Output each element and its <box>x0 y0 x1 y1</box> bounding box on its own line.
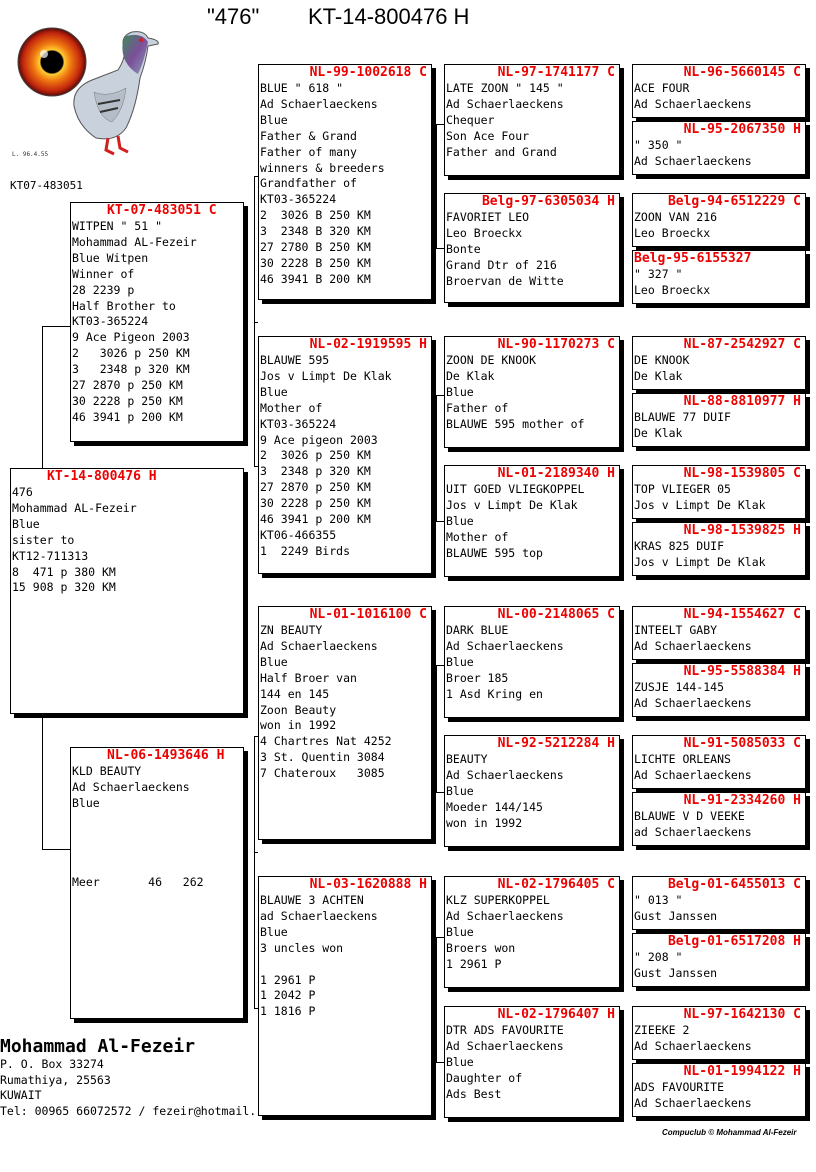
pedigree-text-line: 4 Chartres Nat 4252 <box>260 734 392 749</box>
pedigree-text-line: Blue <box>260 654 288 669</box>
pedigree-text-line: Ads Best <box>446 1086 502 1101</box>
ring-number: NL-01-1016100 C <box>309 607 427 622</box>
pedigree-text-line: ZN BEAUTY <box>260 623 323 637</box>
pedigree-card-gen4-12[interactable] <box>632 792 806 846</box>
pedigree-text-line: Blue <box>446 654 474 669</box>
pedigree-text-line: Jos v Limpt De Klak <box>634 554 766 569</box>
pedigree-text-line: 3 2348 p 320 KM <box>260 464 371 479</box>
pedigree-text-line: DTR ADS FAVOURITE <box>446 1023 564 1037</box>
pedigree-text-line: 144 en 145 <box>260 686 330 701</box>
ring-number: NL-90-1170273 C <box>497 337 615 352</box>
pedigree-text-line: 1 2961 P <box>260 972 316 987</box>
pedigree-text-line: 30 2228 p 250 KM <box>260 496 371 511</box>
pigeon-name-title: "476" <box>207 4 260 29</box>
pedigree-text-line: 1 1816 P <box>260 1004 316 1019</box>
pedigree-card-gen4-2[interactable] <box>632 121 806 175</box>
pedigree-text-line: Zoon Beauty <box>260 702 337 717</box>
pedigree-text-line: Leo Broeckx <box>634 225 711 240</box>
pedigree-text-line: 1 2042 P <box>260 988 316 1003</box>
pedigree-text-line <box>71 859 243 875</box>
pedigree-text-line: Mother of <box>446 529 509 544</box>
pedigree-card-gen3-3[interactable] <box>444 336 620 448</box>
pedigree-card-dam-sire[interactable] <box>258 606 432 840</box>
pedigree-text-line: Grand Dtr of 216 <box>446 257 557 272</box>
pedigree-text-line: KLD BEAUTY <box>72 764 142 778</box>
pedigree-text-line: BLUE " 618 " <box>260 81 344 95</box>
pedigree-text-line: Father of <box>446 400 509 415</box>
pedigree-text-line: KT03-365224 <box>72 314 149 329</box>
pedigree-card-gen4-3[interactable] <box>632 193 806 247</box>
pigeon-ring-title: KT-14-800476 H <box>308 4 470 29</box>
pedigree-text-line: Blue <box>12 516 40 531</box>
ring-number: NL-94-1554627 C <box>683 607 801 622</box>
pedigree-text-line: ZOON DE KNOOK <box>446 353 537 367</box>
pedigree-text-line: Broers won <box>446 940 516 955</box>
ring-number: NL-02-1796407 H <box>497 1007 615 1022</box>
pedigree-text-line: won in 1992 <box>260 718 337 733</box>
pedigree-text-line <box>259 957 431 973</box>
pedigree-card-sire[interactable] <box>70 202 244 442</box>
pedigree-text-line: Mother of <box>260 400 323 415</box>
pedigree-text-line: De Klak <box>634 368 683 383</box>
ring-number: Belg-94-6512229 C <box>667 194 801 209</box>
pedigree-text-line: Gust Janssen <box>634 908 718 923</box>
ring-number: NL-00-2148065 C <box>497 607 615 622</box>
pedigree-text-line: 3 uncles won <box>260 940 344 955</box>
pedigree-text-line: 1 2249 Birds <box>260 543 351 558</box>
pedigree-text-line: Ad Schaerlaeckens <box>446 638 564 653</box>
pedigree-text-line: KRAS 825 DUIF <box>634 539 725 553</box>
pedigree-text-line: 46 3941 p 200 KM <box>260 512 371 527</box>
pedigree-text-line: 9 Ace pigeon 2003 <box>260 432 378 447</box>
pedigree-text-line: 27 2780 B 250 KM <box>260 240 371 255</box>
pedigree-text-line: Blue <box>446 513 474 528</box>
pedigree-text-line: Ad Schaerlaeckens <box>260 96 378 111</box>
pedigree-text-line: BLAUWE 595 mother of <box>446 416 585 431</box>
pedigree-text-line: 15 908 p 320 KM <box>12 580 116 595</box>
pedigree-card-gen3-7[interactable] <box>444 876 620 988</box>
pedigree-text-line: Leo Broeckx <box>634 282 711 297</box>
pedigree-text-line: BLAUWE 77 DUIF <box>634 410 731 424</box>
ring-number: Belg-01-6455013 C <box>667 877 801 892</box>
owner-name: Mohammad Al-Fezeir <box>0 1036 196 1057</box>
pedigree-text-line: Ad Schaerlaeckens <box>260 638 378 653</box>
footer-credit: Compuclub © Mohammad Al-Fezeir <box>662 1128 797 1137</box>
pedigree-text-line: UIT GOED VLIEGKOPPEL <box>446 482 585 496</box>
pedigree-card-gen4-9[interactable] <box>632 606 806 660</box>
pedigree-text-line: Half Broer van <box>260 670 357 685</box>
pedigree-text-line: ACE FOUR <box>634 81 690 95</box>
pedigree-text-line: 27 2870 p 250 KM <box>72 378 183 393</box>
pedigree-text-line: KT12-711313 <box>12 548 89 563</box>
pedigree-text-line: 46 3941 p 200 KM <box>72 409 183 424</box>
pedigree-card-gen4-10[interactable] <box>632 663 806 717</box>
pedigree-text-line: 27 2870 p 250 KM <box>260 480 371 495</box>
owner-address-line: P. O. Box 33274 <box>0 1057 104 1071</box>
pedigree-text-line: Jos v Limpt De Klak <box>260 368 392 383</box>
pedigree-text-line: " 208 " <box>634 950 683 964</box>
ring-number: NL-87-2542927 C <box>683 337 801 352</box>
ring-number: NL-97-1642130 C <box>683 1007 801 1022</box>
pedigree-text-line: KT03-365224 <box>260 192 337 207</box>
pedigree-text-line: TOP VLIEGER 05 <box>634 482 731 496</box>
pedigree-text-line: Father and Grand <box>446 144 557 159</box>
pedigree-text-line: Mohammad AL-Fezeir <box>12 500 137 515</box>
owner-contact-line: Tel: 00965 66072572 / fezeir@hotmail. <box>0 1103 257 1118</box>
pedigree-text-line: BLAUWE 595 top <box>446 545 543 560</box>
pedigree-text-line: Ad Schaerlaeckens <box>72 779 190 794</box>
pedigree-text-line: Bonte <box>446 241 481 256</box>
pedigree-text-line: ZIEEKE 2 <box>634 1023 690 1037</box>
svg-text:L. 96.4.55: L. 96.4.55 <box>12 151 49 158</box>
pedigree-text-line: winners & breeders <box>260 160 385 175</box>
pedigree-text-line: Jos v Limpt De Klak <box>634 497 766 512</box>
pedigree-text-line: Ad Schaerlaeckens <box>634 695 752 710</box>
pedigree-text-line: BLAUWE V D VEEKE <box>634 809 745 823</box>
owner-address-line: Rumathiya, 25563 <box>0 1072 111 1087</box>
pedigree-text-line: 1 2961 P <box>446 956 502 971</box>
pedigree-card-gen3-5[interactable] <box>444 606 620 718</box>
pedigree-text-line: 476 <box>12 485 33 499</box>
pedigree-text-line: 30 2228 p 250 KM <box>72 393 183 408</box>
pedigree-text-line: Father & Grand <box>260 128 357 143</box>
pedigree-text-line: Ad Schaerlaeckens <box>446 767 564 782</box>
pedigree-card-gen4-16[interactable] <box>632 1063 806 1117</box>
ring-number: NL-96-5660145 C <box>683 65 801 80</box>
pedigree-text-line: Blue <box>72 795 100 810</box>
pedigree-card-gen4-15[interactable] <box>632 1006 806 1060</box>
pedigree-card-gen3-2[interactable] <box>444 193 620 303</box>
pedigree-text-line: Blue <box>446 384 474 399</box>
ring-number: KT-14-800476 H <box>47 469 157 484</box>
pedigree-card-sire-sire[interactable] <box>258 64 432 300</box>
pedigree-text-line: ad Schaerlaeckens <box>260 908 378 923</box>
ring-number: NL-92-5212284 H <box>497 736 615 751</box>
pedigree-text-line: " 013 " <box>634 893 683 907</box>
ring-number: Belg-01-6517208 H <box>667 934 801 949</box>
pedigree-card-gen3-1[interactable] <box>444 64 620 176</box>
pedigree-text-line: Leo Broeckx <box>446 225 523 240</box>
pedigree-card-self[interactable] <box>10 468 244 714</box>
pedigree-text-line: 8 471 p 380 KM <box>12 564 116 579</box>
ring-number: NL-91-2334260 H <box>683 793 801 808</box>
pedigree-text-line <box>71 812 243 828</box>
pedigree-card-gen4-4[interactable] <box>632 250 806 304</box>
pedigree-text-line: 46 3941 B 200 KM <box>260 271 371 286</box>
pedigree-text-line: Ad Schaerlaeckens <box>634 153 752 168</box>
pedigree-text-line: LATE ZOON " 145 " <box>446 81 564 95</box>
pedigree-text-line: De Klak <box>446 368 495 383</box>
pedigree-card-gen3-8[interactable] <box>444 1006 620 1118</box>
pedigree-card-gen4-7[interactable] <box>632 465 806 519</box>
pedigree-text-line: Ad Schaerlaeckens <box>634 638 752 653</box>
pedigree-text-line: Ad Schaerlaeckens <box>634 96 752 111</box>
pedigree-text-line: KLZ SUPERKOPPEL <box>446 893 550 907</box>
pedigree-text-line: ZUSJE 144-145 <box>634 680 725 694</box>
pedigree-text-line: Blue <box>446 924 474 939</box>
pedigree-text-line <box>71 844 243 860</box>
pedigree-card-sire-dam[interactable] <box>258 336 432 574</box>
ring-number: Belg-95-6155327 <box>634 251 752 266</box>
ring-number: NL-91-5085033 C <box>683 736 801 751</box>
pedigree-text-line: ZOON VAN 216 <box>634 210 718 224</box>
pedigree-text-line: Blue Witpen <box>72 250 149 265</box>
pedigree-card-gen4-11[interactable] <box>632 735 806 789</box>
pedigree-text-line: Broer 185 <box>446 670 509 685</box>
ring-number: NL-99-1002618 C <box>309 65 427 80</box>
pedigree-text-line: Blue <box>260 924 288 939</box>
pedigree-text-line: Blue <box>446 783 474 798</box>
ring-number: NL-01-1994122 H <box>683 1064 801 1079</box>
pedigree-text-line: Ad Schaerlaeckens <box>634 1038 752 1053</box>
pedigree-card-gen4-5[interactable] <box>632 336 806 390</box>
pedigree-text-line: BLAUWE 3 ACHTEN <box>260 893 364 907</box>
subject-id-label: KT07-483051 <box>10 179 83 192</box>
pedigree-text-line: Daughter of <box>446 1070 523 1085</box>
pedigree-text-line: Ad Schaerlaeckens <box>446 908 564 923</box>
pedigree-text-line: " 350 " <box>634 138 683 152</box>
pedigree-card-gen4-14[interactable] <box>632 933 806 987</box>
owner-block <box>0 1036 256 1119</box>
pedigree-text-line: Winner of <box>72 266 135 281</box>
pedigree-text-line: 9 Ace Pigeon 2003 <box>72 330 190 345</box>
ring-number: NL-02-1796405 C <box>497 877 615 892</box>
pedigree-text-line: Chequer <box>446 112 495 127</box>
pedigree-card-dam[interactable] <box>70 747 244 1019</box>
pedigree-text-line: 30 2228 B 250 KM <box>260 255 371 270</box>
pedigree-text-line: Broervan de Witte <box>446 273 564 288</box>
pedigree-text-line: KT06-466355 <box>260 527 337 542</box>
pedigree-text-line: Father of many <box>260 144 357 159</box>
pedigree-text-line: Grandfather of <box>260 176 357 191</box>
pedigree-text-line: WITPEN " 51 " <box>72 219 163 233</box>
pedigree-text-line: Blue <box>260 112 288 127</box>
pedigree-text-line: Moeder 144/145 <box>446 799 543 814</box>
pedigree-text-line: ADS FAVOURITE <box>634 1080 725 1094</box>
pedigree-text-line: DE KNOOK <box>634 353 690 367</box>
pedigree-text-line: 7 Chateroux 3085 <box>260 766 385 781</box>
pedigree-text-line: 2 3026 B 250 KM <box>260 208 371 223</box>
pedigree-card-gen4-13[interactable] <box>632 876 806 930</box>
ring-number: NL-01-2189340 H <box>497 466 615 481</box>
pedigree-text-line: Blue <box>446 1054 474 1069</box>
pedigree-text-line: LICHTE ORLEANS <box>634 752 731 766</box>
ring-number: KT-07-483051 C <box>107 203 217 218</box>
pedigree-text-line: 2 3026 p 250 KM <box>72 346 190 361</box>
ring-number: Belg-97-6305034 H <box>481 194 615 209</box>
owner-address-line: KUWAIT <box>0 1088 42 1102</box>
pedigree-text-line: BLAUWE 595 <box>260 353 330 367</box>
ring-number: NL-95-5588384 H <box>683 664 801 679</box>
pedigree-text-line: sister to <box>12 532 75 547</box>
pedigree-text-line: Blue <box>260 384 288 399</box>
pedigree-text-line: Gust Janssen <box>634 965 718 980</box>
pedigree-card-dam-dam[interactable] <box>258 876 432 1116</box>
pedigree-text-line: DARK BLUE <box>446 623 509 637</box>
pedigree-text-line: ad Schaerlaeckens <box>634 824 752 839</box>
pedigree-text-line: 3 2348 p 320 KM <box>72 362 190 377</box>
pedigree-text-line: won in 1992 <box>446 815 523 830</box>
pedigree-text-line <box>71 828 243 844</box>
pedigree-text-line: Ad Schaerlaeckens <box>634 1095 752 1110</box>
ring-number: NL-06-1493646 H <box>107 748 225 763</box>
pedigree-card-gen4-6[interactable] <box>632 393 806 447</box>
ring-number: NL-98-1539825 H <box>683 523 801 538</box>
pedigree-card-gen3-6[interactable] <box>444 735 620 847</box>
ring-number: NL-88-8810977 H <box>683 394 801 409</box>
pedigree-text-line: " 327 " <box>634 267 683 281</box>
ring-number: NL-95-2067350 H <box>683 122 801 137</box>
pedigree-text-line: INTEELT GABY <box>634 623 718 637</box>
pedigree-card-gen4-8[interactable] <box>632 522 806 576</box>
pedigree-text-line: Ad Schaerlaeckens <box>634 767 752 782</box>
ring-number: NL-03-1620888 H <box>309 877 427 892</box>
ring-number: NL-98-1539805 C <box>683 466 801 481</box>
pedigree-text-line: 1 Asd Kring en <box>446 686 543 701</box>
pedigree-text-line: Ad Schaerlaeckens <box>446 1038 564 1053</box>
pedigree-text-line: BEAUTY <box>446 752 488 766</box>
pedigree-text-line: Meer 46 262 <box>72 875 204 890</box>
pigeon-logo <box>8 18 168 168</box>
pedigree-text-line: De Klak <box>634 425 683 440</box>
pedigree-text-line: Jos v Limpt De Klak <box>446 497 578 512</box>
pedigree-text-line: KT03-365224 <box>260 416 337 431</box>
pedigree-text-line: Ad Schaerlaeckens <box>446 96 564 111</box>
ring-number: NL-97-1741177 C <box>497 65 615 80</box>
ring-number: NL-02-1919595 H <box>309 337 427 352</box>
pedigree-text-line: Half Brother to <box>72 298 176 313</box>
pedigree-text-line: 3 St. Quentin 3084 <box>260 750 385 765</box>
pedigree-text-line: Son Ace Four <box>446 128 530 143</box>
pedigree-card-gen4-1[interactable] <box>632 64 806 118</box>
pedigree-text-line: 28 2239 p <box>72 282 135 297</box>
pedigree-text-line: 2 3026 p 250 KM <box>260 448 371 463</box>
pedigree-card-gen3-4[interactable] <box>444 465 620 577</box>
pedigree-text-line: FAVORIET LEO <box>446 210 530 224</box>
pedigree-text-line: 3 2348 B 320 KM <box>260 224 371 239</box>
pedigree-text-line: Mohammad AL-Fezeir <box>72 234 197 249</box>
